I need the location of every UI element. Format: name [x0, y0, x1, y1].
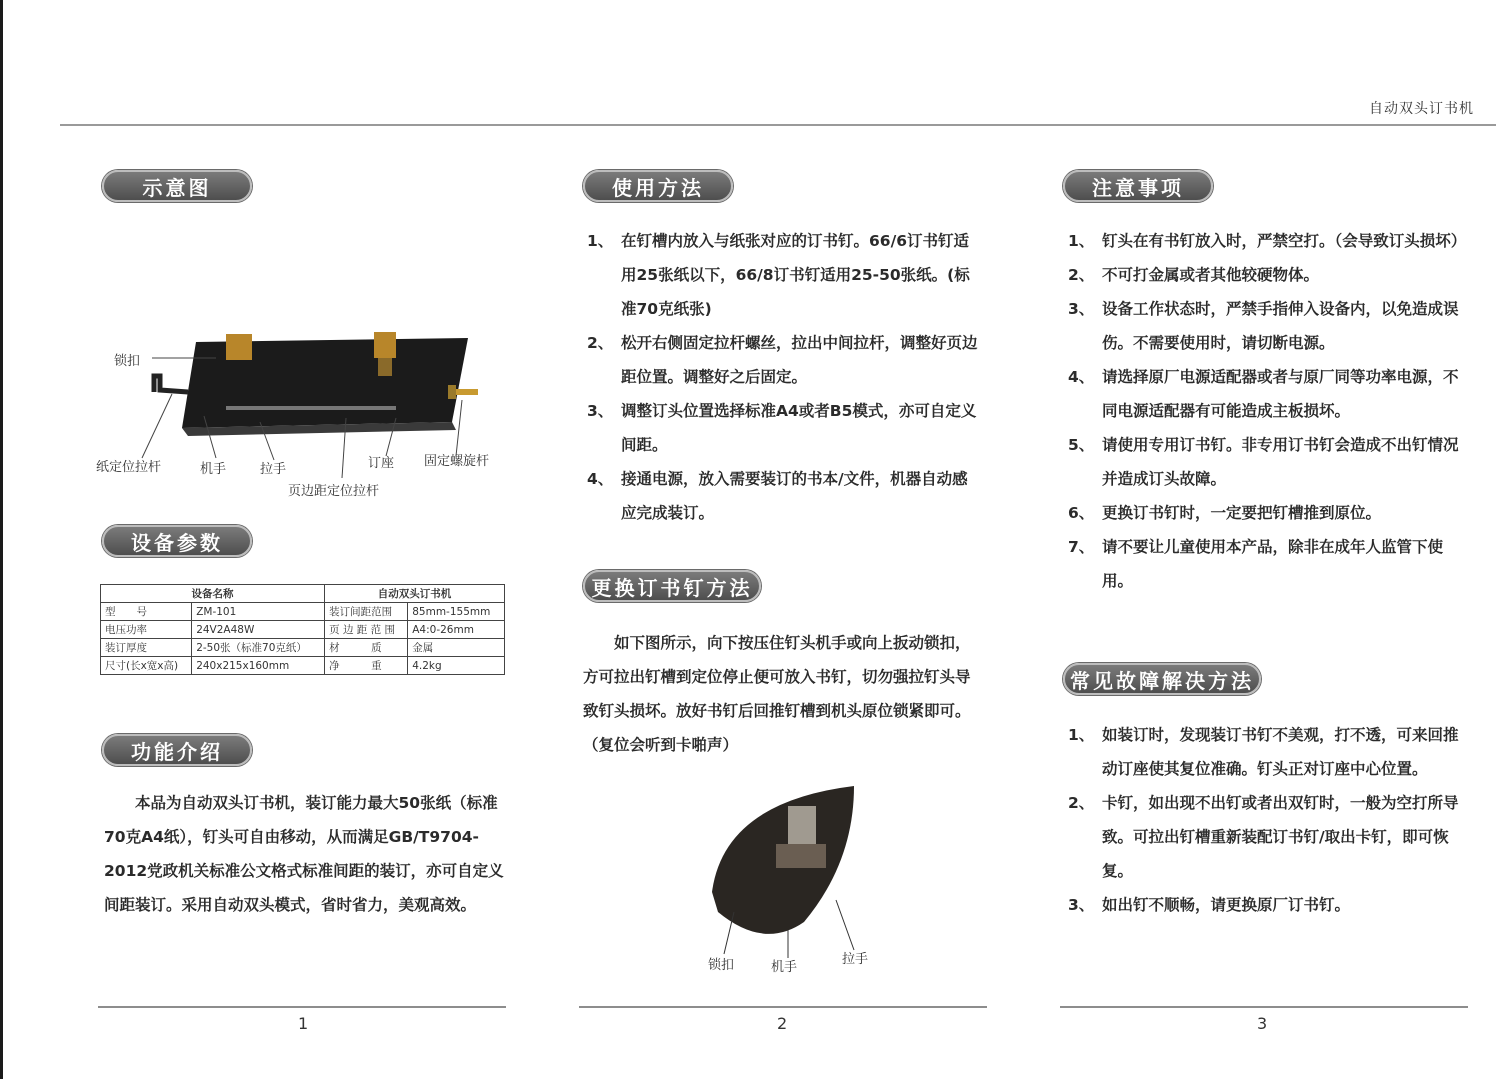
header-title: 自动双头订书机: [1369, 101, 1474, 117]
staple-head-right: [374, 332, 396, 358]
label-lock: 锁扣: [114, 354, 141, 369]
table-cell: ZM-101: [192, 603, 325, 621]
table-row: [101, 639, 505, 657]
footer-divider-3: [1060, 1006, 1468, 1008]
list-item-number: 1、: [1068, 726, 1095, 744]
header-divider: [60, 124, 1496, 126]
table-header-row: [101, 585, 505, 603]
list-item: [1068, 360, 1460, 428]
table-cell: 型 号: [101, 603, 192, 621]
list-item-number: 7、: [1068, 538, 1095, 556]
list-item-number: 6、: [1068, 504, 1095, 522]
page-number-1: 1: [298, 1014, 309, 1033]
photo-detail-head: [788, 806, 816, 846]
list-item: [587, 326, 979, 394]
table-cell: 24V2A48W: [192, 621, 325, 639]
label-screw: 固定螺旋杆: [424, 454, 490, 469]
list-item-text: 请选择原厂电源适配器或者与原厂同等功率电源，不同电源适配器有可能造成主板损坏。: [1102, 368, 1459, 420]
list-item-text: 请不要让儿童使用本产品，除非在成年人监管下使用。: [1102, 538, 1444, 590]
list-item: [1068, 888, 1460, 922]
table-cell: 85mm-155mm: [408, 603, 505, 621]
table-cell: 装订厚度: [101, 639, 192, 657]
table-cell: 材 质: [325, 639, 408, 657]
features-section-title: 功能介绍: [102, 734, 252, 766]
table-cell: 240x215x160mm: [192, 657, 325, 675]
list-item: [1068, 786, 1460, 888]
photo-label-lock: 锁扣: [708, 958, 735, 973]
list-item-text: 如出钉不顺畅，请更换原厂订书钉。: [1102, 896, 1351, 914]
list-item: [1068, 292, 1460, 360]
list-item-number: 2、: [1068, 266, 1095, 284]
table-header-cell: 自动双头订书机: [325, 585, 505, 603]
list-item: [587, 224, 979, 326]
list-item-text: 调整订头位置选择标准A4或者B5模式，亦可自定义间距。: [621, 402, 977, 454]
usage-section-title: 使用方法: [583, 170, 733, 202]
replace-photo-illustration: [704, 782, 864, 982]
list-item: [1068, 428, 1460, 496]
photo-detail-base: [776, 844, 826, 868]
list-item-number: 2、: [1068, 794, 1095, 812]
list-item-text: 设备工作状态时，严禁手指伸入设备内，以免造成误伤。不需要使用时，请切断电源。: [1102, 300, 1459, 352]
footer-divider-2: [579, 1006, 987, 1008]
paper-rod: [154, 376, 188, 392]
page-left-border: [0, 0, 3, 1079]
screw-nut: [448, 385, 456, 399]
table-row: [101, 621, 505, 639]
page-number-3: 3: [1257, 1014, 1268, 1033]
label-pull: 拉手: [260, 462, 287, 477]
table-cell: 金属: [408, 639, 505, 657]
table-cell: 尺寸(长x宽x高): [101, 657, 192, 675]
params-section-title: 设备参数: [102, 525, 252, 557]
footer-divider-1: [98, 1006, 506, 1008]
list-item-text: 接通电源，放入需要装订的书本/文件，机器自动感应完成装订。: [621, 470, 968, 522]
list-item-number: 3、: [587, 402, 614, 420]
usage-list: [587, 224, 979, 530]
list-item-number: 1、: [587, 232, 614, 250]
table-cell: 电压功率: [101, 621, 192, 639]
label-margin-rod: 页边距定位拉杆: [288, 484, 380, 499]
notes-list: [1068, 224, 1467, 598]
list-item-text: 松开右侧固定拉杆螺丝，拉出中间拉杆，调整好页边距位置。调整好之后固定。: [621, 334, 978, 386]
list-item-number: 4、: [1068, 368, 1095, 386]
notes-section-title: 注意事项: [1063, 170, 1213, 202]
faq-section-title: 常见故障解决方法: [1063, 663, 1261, 695]
label-seat: 订座: [368, 456, 395, 471]
list-item: [587, 394, 979, 462]
stapler-diagram: [96, 330, 516, 510]
table-cell: 4.2kg: [408, 657, 505, 675]
leader-screw: [456, 400, 462, 456]
list-item-text: 如装订时，发现装订书钉不美观，打不透，可来回推动订座使其复位准确。钉头正对订座中心位置。: [1102, 726, 1459, 778]
replace-section-title: 更换订书钉方法: [583, 570, 761, 602]
faq-list: [1068, 718, 1460, 922]
list-item-number: 4、: [587, 470, 614, 488]
list-item-text: 钉头在有书钉放入时，严禁空打。（会导致订头损坏）: [1102, 232, 1467, 250]
list-item-text: 不可打金属或者其他较硬物体。: [1102, 266, 1320, 284]
list-item: [587, 462, 979, 530]
table-cell: A4:0-26mm: [408, 621, 505, 639]
table-row: [101, 603, 505, 621]
list-item-text: 请使用专用订书钉。非专用订书钉会造成不出钉情况并造成订头故障。: [1102, 436, 1459, 488]
table-cell: 2-50张（标准70克纸）: [192, 639, 325, 657]
list-item: [1068, 718, 1460, 786]
table-cell: 页 边 距 范 围: [325, 621, 408, 639]
table-row: [101, 657, 505, 675]
label-paper-rod: 纸定位拉杆: [96, 460, 162, 475]
table-cell: 净 重: [325, 657, 408, 675]
label-handle: 机手: [200, 462, 227, 477]
list-item: [1068, 530, 1460, 598]
margin-slot: [226, 406, 396, 410]
replace-text: 如下图所示，向下按压住钉头机手或向上扳动锁扣，方可拉出钉槽到定位停止便可放入书钉，切勿强拉钉头导致钉头损坏。放好书钉后回推钉槽到机头原位锁紧即可。（复位会听到卡啪声）: [583, 634, 971, 754]
list-item-number: 2、: [587, 334, 614, 352]
leader-paper-rod: [142, 394, 172, 458]
table-header-cell: 设备名称: [101, 585, 325, 603]
list-item-text: 更换订书钉时，一定要把钉槽推到原位。: [1102, 504, 1382, 522]
list-item-text: 在钉槽内放入与纸张对应的订书钉。66/6订书钉适用25张纸以下，66/8订书钉适用25-50张纸。(标准70克纸张): [621, 232, 970, 318]
photo-label-handle: 机手: [771, 960, 798, 975]
photo-leader-pull: [836, 900, 854, 950]
diagram-section-title: 示意图: [102, 170, 252, 202]
list-item: [1068, 224, 1467, 258]
features-text: 本品为自动双头订书机，装订能力最大50张纸（标准70克A4纸），钉头可自由移动，从而满足GB/T9704-2012党政机关标准公文格式标准间距的装订，亦可自定义间距装订。采用自动双头模式，省时省力，美观高效。: [104, 794, 504, 914]
list-item-number: 3、: [1068, 300, 1095, 318]
page-number-2: 2: [777, 1014, 788, 1033]
photo-label-pull: 拉手: [842, 952, 869, 967]
staple-head-left: [226, 334, 252, 360]
replace-photo: [704, 782, 864, 982]
list-item-number: 1、: [1068, 232, 1095, 250]
list-item: [1068, 258, 1460, 292]
list-item: [1068, 496, 1460, 530]
spec-table: [100, 584, 505, 675]
list-item-text: 卡钉，如出现不出钉或者出双钉时，一般为空打所导致。可拉出钉槽重新装配订书钉/取出卡钉，即可恢复。: [1102, 794, 1459, 880]
stapler-body: [182, 338, 468, 428]
staple-head-right-stem: [378, 358, 392, 376]
table-cell: 装订间距范围: [325, 603, 408, 621]
list-item-number: 3、: [1068, 896, 1095, 914]
list-item-number: 5、: [1068, 436, 1095, 454]
